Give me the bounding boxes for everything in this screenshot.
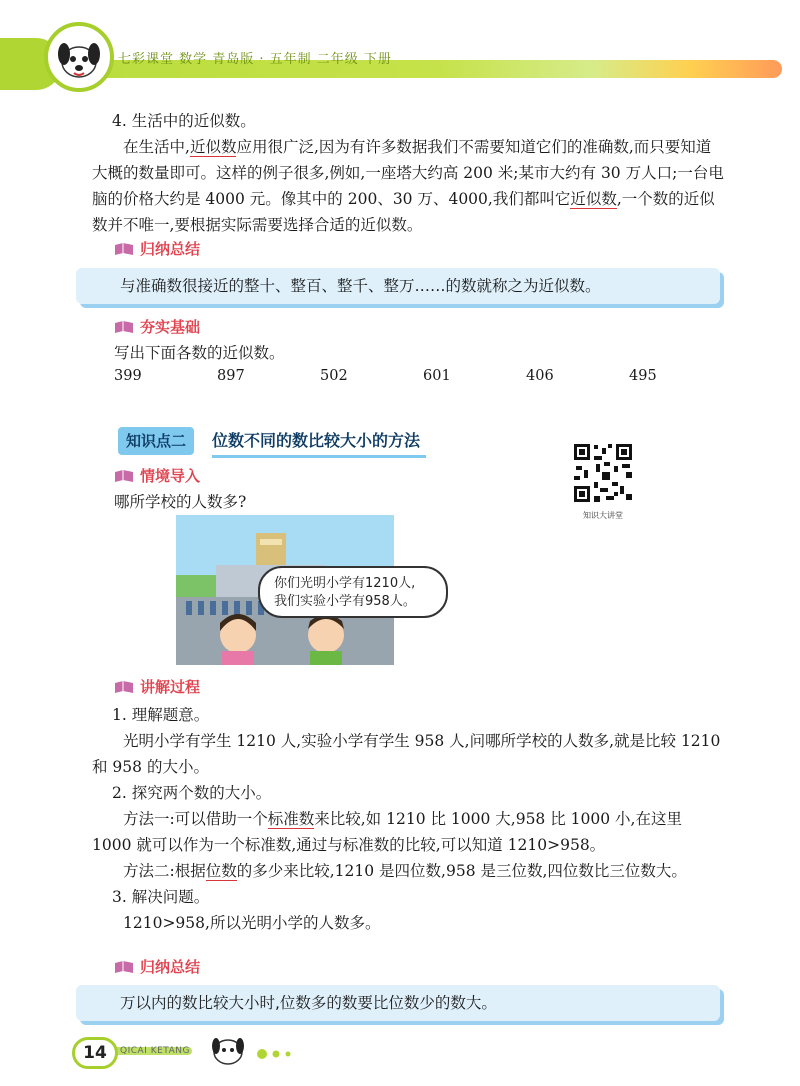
mascot-footer-icon [200,1030,300,1070]
text-run: 方法二:根据 [123,862,206,880]
summary-heading-label: 归纳总结 [140,240,201,258]
summary-heading-label: 归纳总结 [140,958,201,976]
number-item: 495 [629,368,657,384]
book-icon [114,320,134,334]
text-run: 的多少来比较,1210 是四位数,958 是三位数,四位数比三位数大。 [236,862,687,880]
summary-heading [114,956,200,977]
step-heading: 1. 理解题意。 [112,706,210,724]
text-run: 在生活中, [123,138,190,156]
book-icon [114,960,134,974]
key-term: 位数 [205,862,237,880]
summary-box: 与准确数很接近的整十、整百、整千、整万……的数就称之为近似数。 [76,268,720,304]
page-number: 14 [72,1037,118,1069]
bubble-line: 你们光明小学有1210人, [274,576,416,591]
qr-caption: 知识大讲堂 [583,511,623,520]
number-item: 601 [423,368,451,384]
text-run: 方法一:可以借助一个 [123,810,268,828]
header-title: 七彩课堂 数学 青岛版 · 五年制 二年级 下册 [118,52,392,67]
section-paragraph [92,134,724,238]
key-term: 标准数 [267,810,315,828]
knowledge-point-label: 知识点二 [118,427,194,455]
number-item: 502 [320,368,348,384]
mascot-logo [44,22,114,92]
book-icon [114,680,134,694]
step-heading: 3. 解决问题。 [112,888,210,906]
knowledge-point-title: 位数不同的数比较大小的方法 [212,427,426,458]
summary-box: 万以内的数比较大小时,位数多的数要比位数少的数大。 [76,985,720,1021]
method-one [92,806,724,858]
number-list [114,368,732,384]
bubble-line: 我们实验小学有958人。 [274,594,416,609]
section-approx-numbers [92,108,724,238]
basics-heading-label: 夯实基础 [140,318,201,336]
book-icon [114,469,134,483]
context-heading-label: 情境导入 [140,467,201,485]
explain-heading [114,676,200,697]
explain-body [92,702,724,936]
key-term: 近似数 [189,138,237,156]
summary-heading [114,238,200,259]
footer-brand: QICAI KETANG [120,1046,190,1056]
step-text: 1210>958,所以光明小学的人数多。 [123,914,381,932]
explain-heading-label: 讲解过程 [140,678,201,696]
text-run: 应用很广泛,因为有许多数据我们不需要知道它们的准确数,而只要知道大概的数量即可。这样的例子很多,例如,一座塔大约高 200 米;某市大约有 30 万人口;一台电脑的价格大约是 4000 元。像其中的 200、30 万、4000,我们都叫它 [92,138,724,208]
basics-heading [114,316,200,337]
qr-code-icon [572,442,634,504]
step-text: 光明小学有学生 1210 人,实验小学有学生 958 人,问哪所学校的人数多,就是比较 1210 和 958 的大小。 [92,732,721,776]
number-item: 897 [217,368,245,384]
section-heading: 4. 生活中的近似数。 [112,112,256,130]
context-question: 哪所学校的人数多? [114,493,247,511]
step-heading: 2. 探究两个数的大小。 [112,784,272,802]
number-item: 399 [114,368,142,384]
text-run: 来比较,如 1210 比 1000 大,958 比 1000 小,在这里 1000 就可以作为一个标准数,通过与标准数的比较,可以知道 1210>958。 [92,810,682,854]
key-term: 近似数 [570,190,617,208]
context-heading [114,465,200,486]
text-run: ,一个数的近似数并不唯一,要根据实际需要选择合适的近似数。 [92,190,715,234]
number-item: 406 [526,368,554,384]
book-icon [114,242,134,256]
speech-bubble [258,566,448,618]
basics-prompt: 写出下面各数的近似数。 [114,344,285,362]
method-two [92,858,724,884]
